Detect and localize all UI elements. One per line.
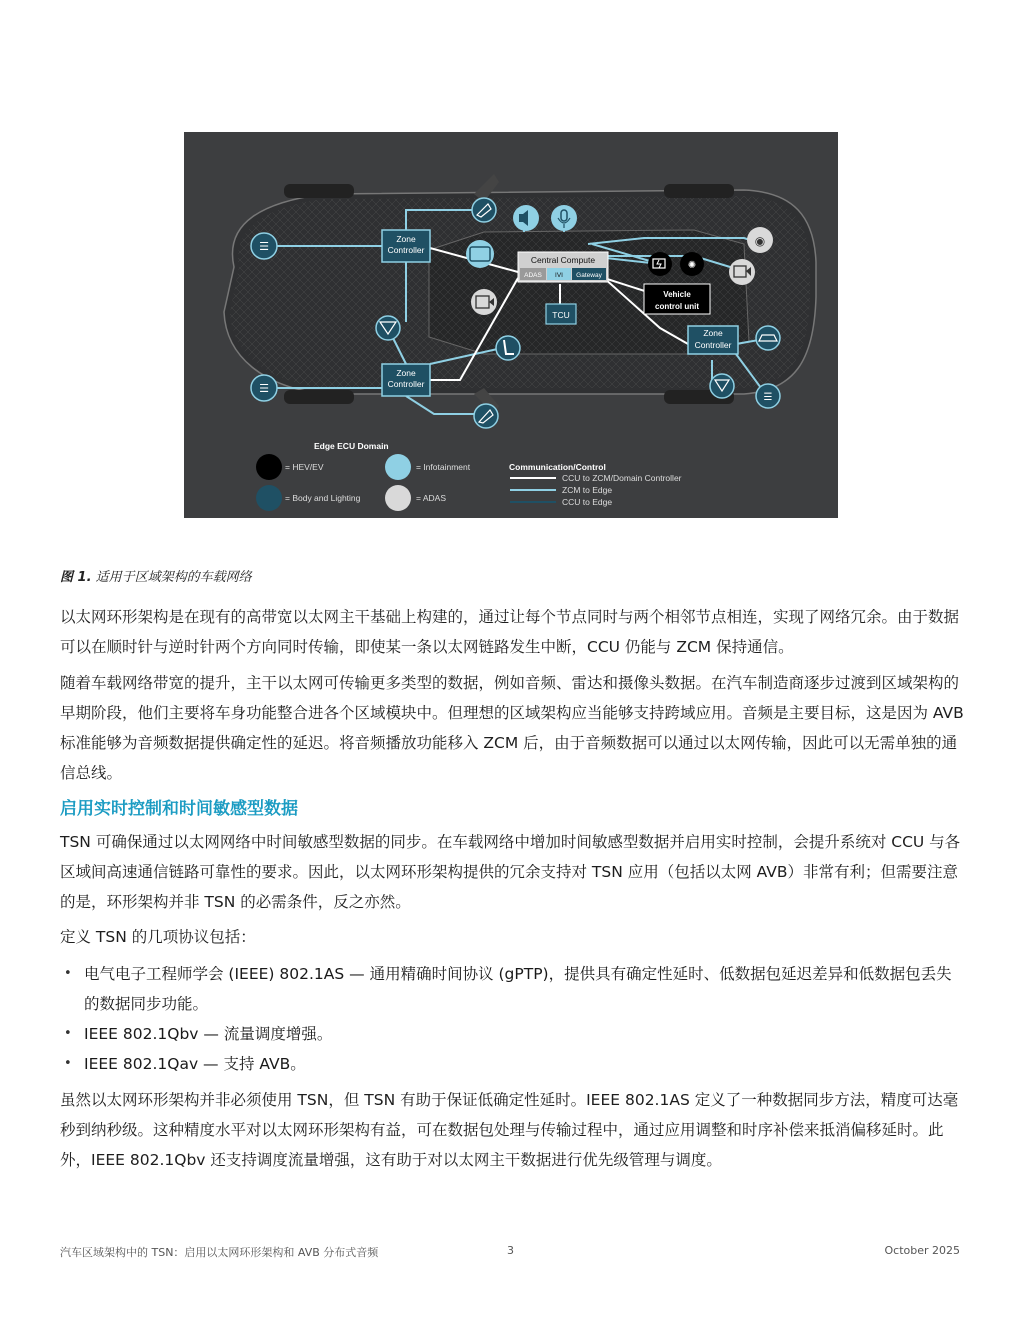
legend-comm-title: Communication/Control [509, 462, 606, 472]
vehicle-network-figure [184, 132, 838, 518]
svg-text:Zone: Zone [396, 234, 416, 244]
zone-controller-front-left [382, 230, 430, 262]
legend-hev-swatch [256, 454, 282, 480]
central-compute-label: Central Compute [530, 255, 596, 265]
legend-comm1: CCU to ZCM/Domain Controller [562, 473, 682, 483]
svg-text:Zone: Zone [703, 328, 723, 338]
paragraph-2: 随着车载网络带宽的提升，主干以太网可传输更多类型的数据，例如音频、雷达和摄像头数据。在汽车制造商逐步过渡到区域架构的早期阶段，他们主要将车身功能整合进各个区域模块中。但理想的区域架构应当能够支持跨域应用。音频是主要目标，这是因为 AVB 标准能够为音频数据提供确定性的延迟。将音频播放功能移入 ZCM 后，由于音频数据可以通过以太网传输，因此可以无需单独的通信总线。 [60, 674, 964, 782]
gateway-block-label: Gateway [576, 272, 602, 279]
svg-text:control unit: control unit [655, 302, 699, 311]
taillight-icon [756, 384, 780, 408]
paragraph-5: 虽然以太网环形架构并非必须使用 TSN，但 TSN 有助于保证低确定性延时。IEEE 802.1AS 定义了一种数据同步方法，精度可达毫秒到纳秒级。这种精度水平对以太网环形架构有益，可在数据包处理与传输过程中，通过应用调整和时序补偿来抵消偏移延时。此外，IEEE 802.1Qbv 还支持调度流量增强，这有助于对以太网主干数据进行优先级管理与调度。 [60, 1091, 959, 1169]
legend-body-label: = Body and Lighting [285, 493, 361, 503]
engine-icon [680, 252, 704, 276]
list-item: • IEEE 802.1Qbv — 流量调度增强。 [60, 1019, 965, 1049]
svg-text:☰: ☰ [259, 240, 269, 253]
legend [256, 441, 682, 511]
adas-block-label: ADAS [524, 272, 542, 279]
legend-adas-swatch [385, 485, 411, 511]
central-compute [518, 252, 608, 282]
display-screen-icon [466, 240, 494, 268]
svg-text:Vehicle: Vehicle [663, 290, 691, 299]
camera-front-icon [729, 259, 755, 285]
footer-page-number: 3 [507, 1244, 514, 1257]
caption-label: 图 1. [60, 570, 92, 585]
footer-date: October 2025 [884, 1244, 960, 1257]
legend-edge-title: Edge ECU Domain [314, 441, 389, 451]
battery-icon [648, 252, 672, 276]
microphone-icon [551, 205, 577, 231]
svg-text:◉: ◉ [754, 234, 766, 248]
camera-cabin-icon [471, 289, 497, 315]
legend-adas-label: = ADAS [416, 493, 447, 503]
radar-sensor-icon [747, 227, 773, 253]
legend-infotainment-swatch [385, 454, 411, 480]
footer-title: 汽车区域架构中的 TSN：启用以太网环形架构和 AVB 分布式音频 [60, 1246, 379, 1259]
svg-text:☰: ☰ [763, 392, 773, 403]
figure-caption [60, 566, 252, 585]
legend-infotainment-label: = Infotainment [416, 462, 471, 472]
svg-text:Zone: Zone [396, 368, 416, 378]
caption-text: 适用于区域架构的车载网络 [91, 570, 252, 585]
legend-hev-label: = HEV/EV [285, 462, 324, 472]
paragraph-4: 定义 TSN 的几项协议包括： [60, 928, 256, 946]
paragraph-1: 以太网环形架构是在现有的高带宽以太网主干基础上构建的，通过让每个节点同时与两个相邻节点相连，实现了网络冗余。由于数据可以在顺时针与逆时针两个方向同时传输，即使某一条以太网链路发生中断，CCU 仍能与 ZCM 保持通信。 [60, 608, 960, 656]
protocol-list [60, 959, 965, 1079]
paragraph-3: TSN 可确保通过以太网网络中时间敏感型数据的同步。在车载网络中增加时间敏感型数据并启用实时控制，会提升系统对 CCU 与各区域间高速通信链路可靠性的要求。因此，以太网环形架构提供的冗余支持对 TSN 应用（包括以太网 AVB）非常有利；但需要注意的是，环形架构并非 TSN 的必需条件，反之亦然。 [60, 833, 961, 911]
zone-controller-right [688, 326, 738, 354]
wiper-rear-icon [710, 374, 734, 398]
ivi-block-label: IVI [555, 272, 563, 279]
list-item: • 电气电子工程师学会 (IEEE) 802.1AS — 通用精确时间协议 (gPTP)，提供具有确定性延时、低数据包延迟差异和低数据包丢失的数据同步功能。 [60, 959, 965, 1019]
headlight-rear-left-icon [251, 375, 277, 401]
list-item: • IEEE 802.1Qav — 支持 AVB。 [60, 1049, 965, 1079]
tcu-label: TCU [552, 310, 570, 320]
legend-comm3: CCU to Edge [562, 497, 613, 507]
headlight-front-left-icon [251, 233, 277, 259]
tcu-block [546, 304, 576, 324]
seat-icon [496, 336, 520, 360]
svg-text:Controller: Controller [694, 340, 732, 350]
svg-text:☰: ☰ [259, 382, 269, 395]
svg-text:Controller: Controller [387, 245, 425, 255]
section-heading: 启用实时控制和时间敏感型数据 [60, 799, 298, 819]
svg-text:✺: ✺ [687, 260, 697, 271]
wiper-front-icon [376, 316, 400, 340]
svg-text:Controller: Controller [387, 379, 425, 389]
mirror-front-icon [472, 198, 496, 222]
legend-comm2: ZCM to Edge [562, 485, 613, 495]
speaker-icon [513, 205, 539, 231]
vehicle-control-unit [644, 284, 710, 314]
legend-body-swatch [256, 485, 282, 511]
car-body-icon [756, 326, 780, 350]
mirror-rear-icon [474, 404, 498, 428]
zone-controller-rear-left [382, 364, 430, 396]
